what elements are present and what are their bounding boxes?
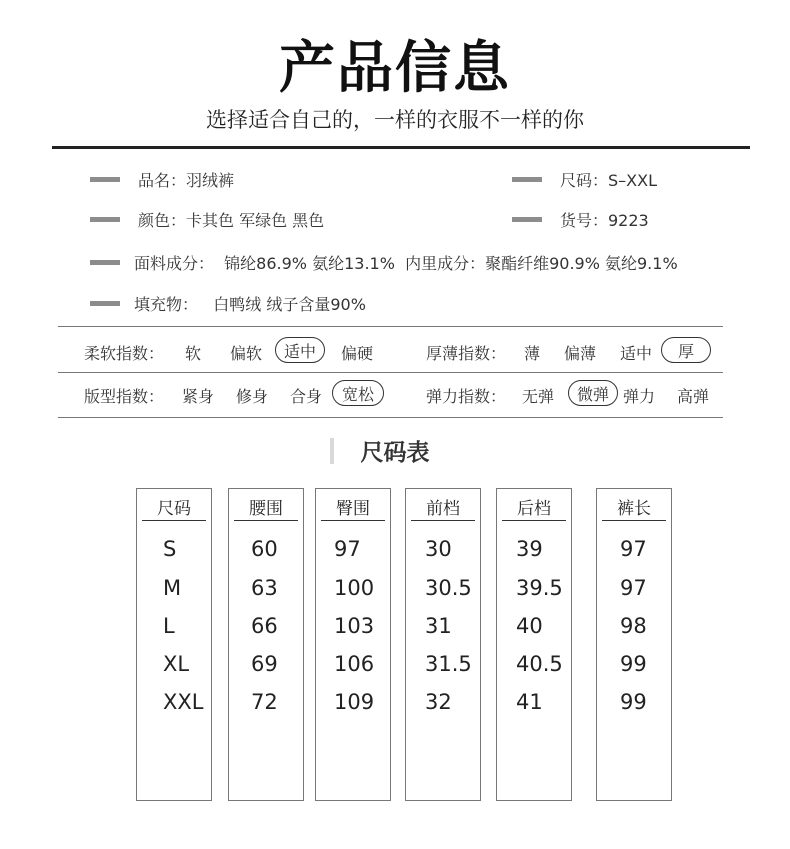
thickness-label: 厚薄指数： [426, 344, 507, 363]
size-column-header-underline [502, 520, 566, 521]
info-size-range-text: 尺码：S–XXL [560, 171, 657, 190]
size-table-cell: 66 [251, 614, 278, 638]
elasticity-option-selected: 微弹 [568, 380, 618, 406]
size-column [315, 488, 391, 801]
size-table-cell: 99 [620, 690, 647, 714]
size-table-cell: 100 [334, 576, 375, 600]
size-column-header: 后档 [517, 499, 551, 519]
size-column-header: 前档 [426, 499, 460, 519]
fit-label: 版型指数： [84, 387, 165, 406]
size-table-cell: 109 [334, 690, 375, 714]
size-table-cell: 31.5 [425, 652, 472, 676]
thickness-option: 薄 [524, 344, 541, 363]
softness-label: 柔软指数： [84, 344, 165, 363]
size-column [405, 488, 481, 801]
size-column-header: 裤长 [617, 499, 651, 519]
info-colors-text: 颜色：卡其色 军绿色 黑色 [138, 211, 325, 230]
size-column-header-underline [234, 520, 298, 521]
size-table-cell: 63 [251, 576, 278, 600]
thickness-option-selected: 厚 [661, 337, 711, 363]
info-fabric-text: 面料成分： 锦纶86.9% 氨纶13.1% 内里成分：聚酯纤维90.9% 氨纶9.1% [134, 254, 678, 273]
size-table-cell: 97 [620, 537, 647, 561]
thickness-option: 偏薄 [564, 344, 597, 363]
bullet-dash [90, 177, 120, 182]
size-table-cell: S [163, 537, 177, 561]
fit-option-selected: 宽松 [332, 380, 384, 406]
info-name [90, 168, 234, 191]
fit-option: 修身 [236, 387, 269, 406]
size-table-cell: 30.5 [425, 576, 472, 600]
info-size-range [512, 168, 657, 191]
size-column [596, 488, 672, 801]
elasticity-option: 无弹 [522, 387, 555, 406]
size-column-header: 臀围 [336, 499, 370, 519]
size-table-cell: 60 [251, 537, 278, 561]
softness-option: 软 [185, 344, 202, 363]
divider [58, 326, 723, 327]
size-table-cell: 32 [425, 690, 452, 714]
bullet-dash [512, 177, 542, 182]
size-table-cell: XL [163, 652, 190, 676]
size-table-cell: 39.5 [516, 576, 563, 600]
size-table-cell: 72 [251, 690, 278, 714]
size-table-cell: 106 [334, 652, 375, 676]
softness-option: 偏硬 [341, 344, 374, 363]
softness-option-selected: 适中 [275, 337, 325, 363]
size-table-cell: 99 [620, 652, 647, 676]
info-name-text: 品名：羽绒裤 [138, 171, 235, 190]
size-column [228, 488, 304, 801]
size-table-cell: XXL [163, 690, 204, 714]
size-column-header-underline [142, 520, 206, 521]
page-subtitle: 选择适合自己的，一样的衣服不一样的你 [206, 108, 584, 132]
size-column-header-underline [602, 520, 666, 521]
size-table-cell: 40.5 [516, 652, 563, 676]
size-table-cell: 103 [334, 614, 375, 638]
size-column [136, 488, 212, 801]
divider [58, 417, 723, 418]
size-table-cell: 31 [425, 614, 452, 638]
bullet-dash [90, 217, 120, 222]
size-column-header-underline [411, 520, 475, 521]
size-column [496, 488, 572, 801]
elasticity-label: 弹力指数： [426, 387, 507, 406]
size-table-title: 尺码表 [360, 440, 430, 466]
info-filling-text: 填充物： 白鸭绒 绒子含量90% [134, 295, 366, 314]
header-divider [52, 146, 750, 149]
info-item-no [512, 208, 649, 231]
page-title: 产品信息 [279, 36, 511, 101]
size-table-cell: 98 [620, 614, 647, 638]
softness-option: 偏软 [230, 344, 263, 363]
fit-option: 合身 [290, 387, 323, 406]
size-table-cell: L [163, 614, 175, 638]
info-item-no-text: 货号：9223 [560, 211, 649, 230]
bullet-dash [512, 217, 542, 222]
bullet-dash [90, 301, 120, 306]
info-fabric [90, 251, 678, 274]
size-table-cell: 30 [425, 537, 452, 561]
size-table-cell: M [163, 576, 182, 600]
divider [58, 372, 723, 373]
size-column-header: 腰围 [249, 499, 283, 519]
thickness-option: 适中 [620, 344, 653, 363]
size-table-cell: 39 [516, 537, 543, 561]
size-table-cell: 40 [516, 614, 543, 638]
elasticity-option: 弹力 [623, 387, 656, 406]
info-colors [90, 208, 324, 231]
size-table-cell: 41 [516, 690, 543, 714]
elasticity-option: 高弹 [677, 387, 710, 406]
size-table-cell: 97 [334, 537, 361, 561]
bullet-dash [90, 260, 120, 265]
size-table-cell: 97 [620, 576, 647, 600]
size-table-cell: 69 [251, 652, 278, 676]
size-column-header: 尺码 [157, 499, 191, 519]
fit-option: 紧身 [182, 387, 215, 406]
info-filling [90, 292, 366, 315]
size-column-header-underline [321, 520, 385, 521]
